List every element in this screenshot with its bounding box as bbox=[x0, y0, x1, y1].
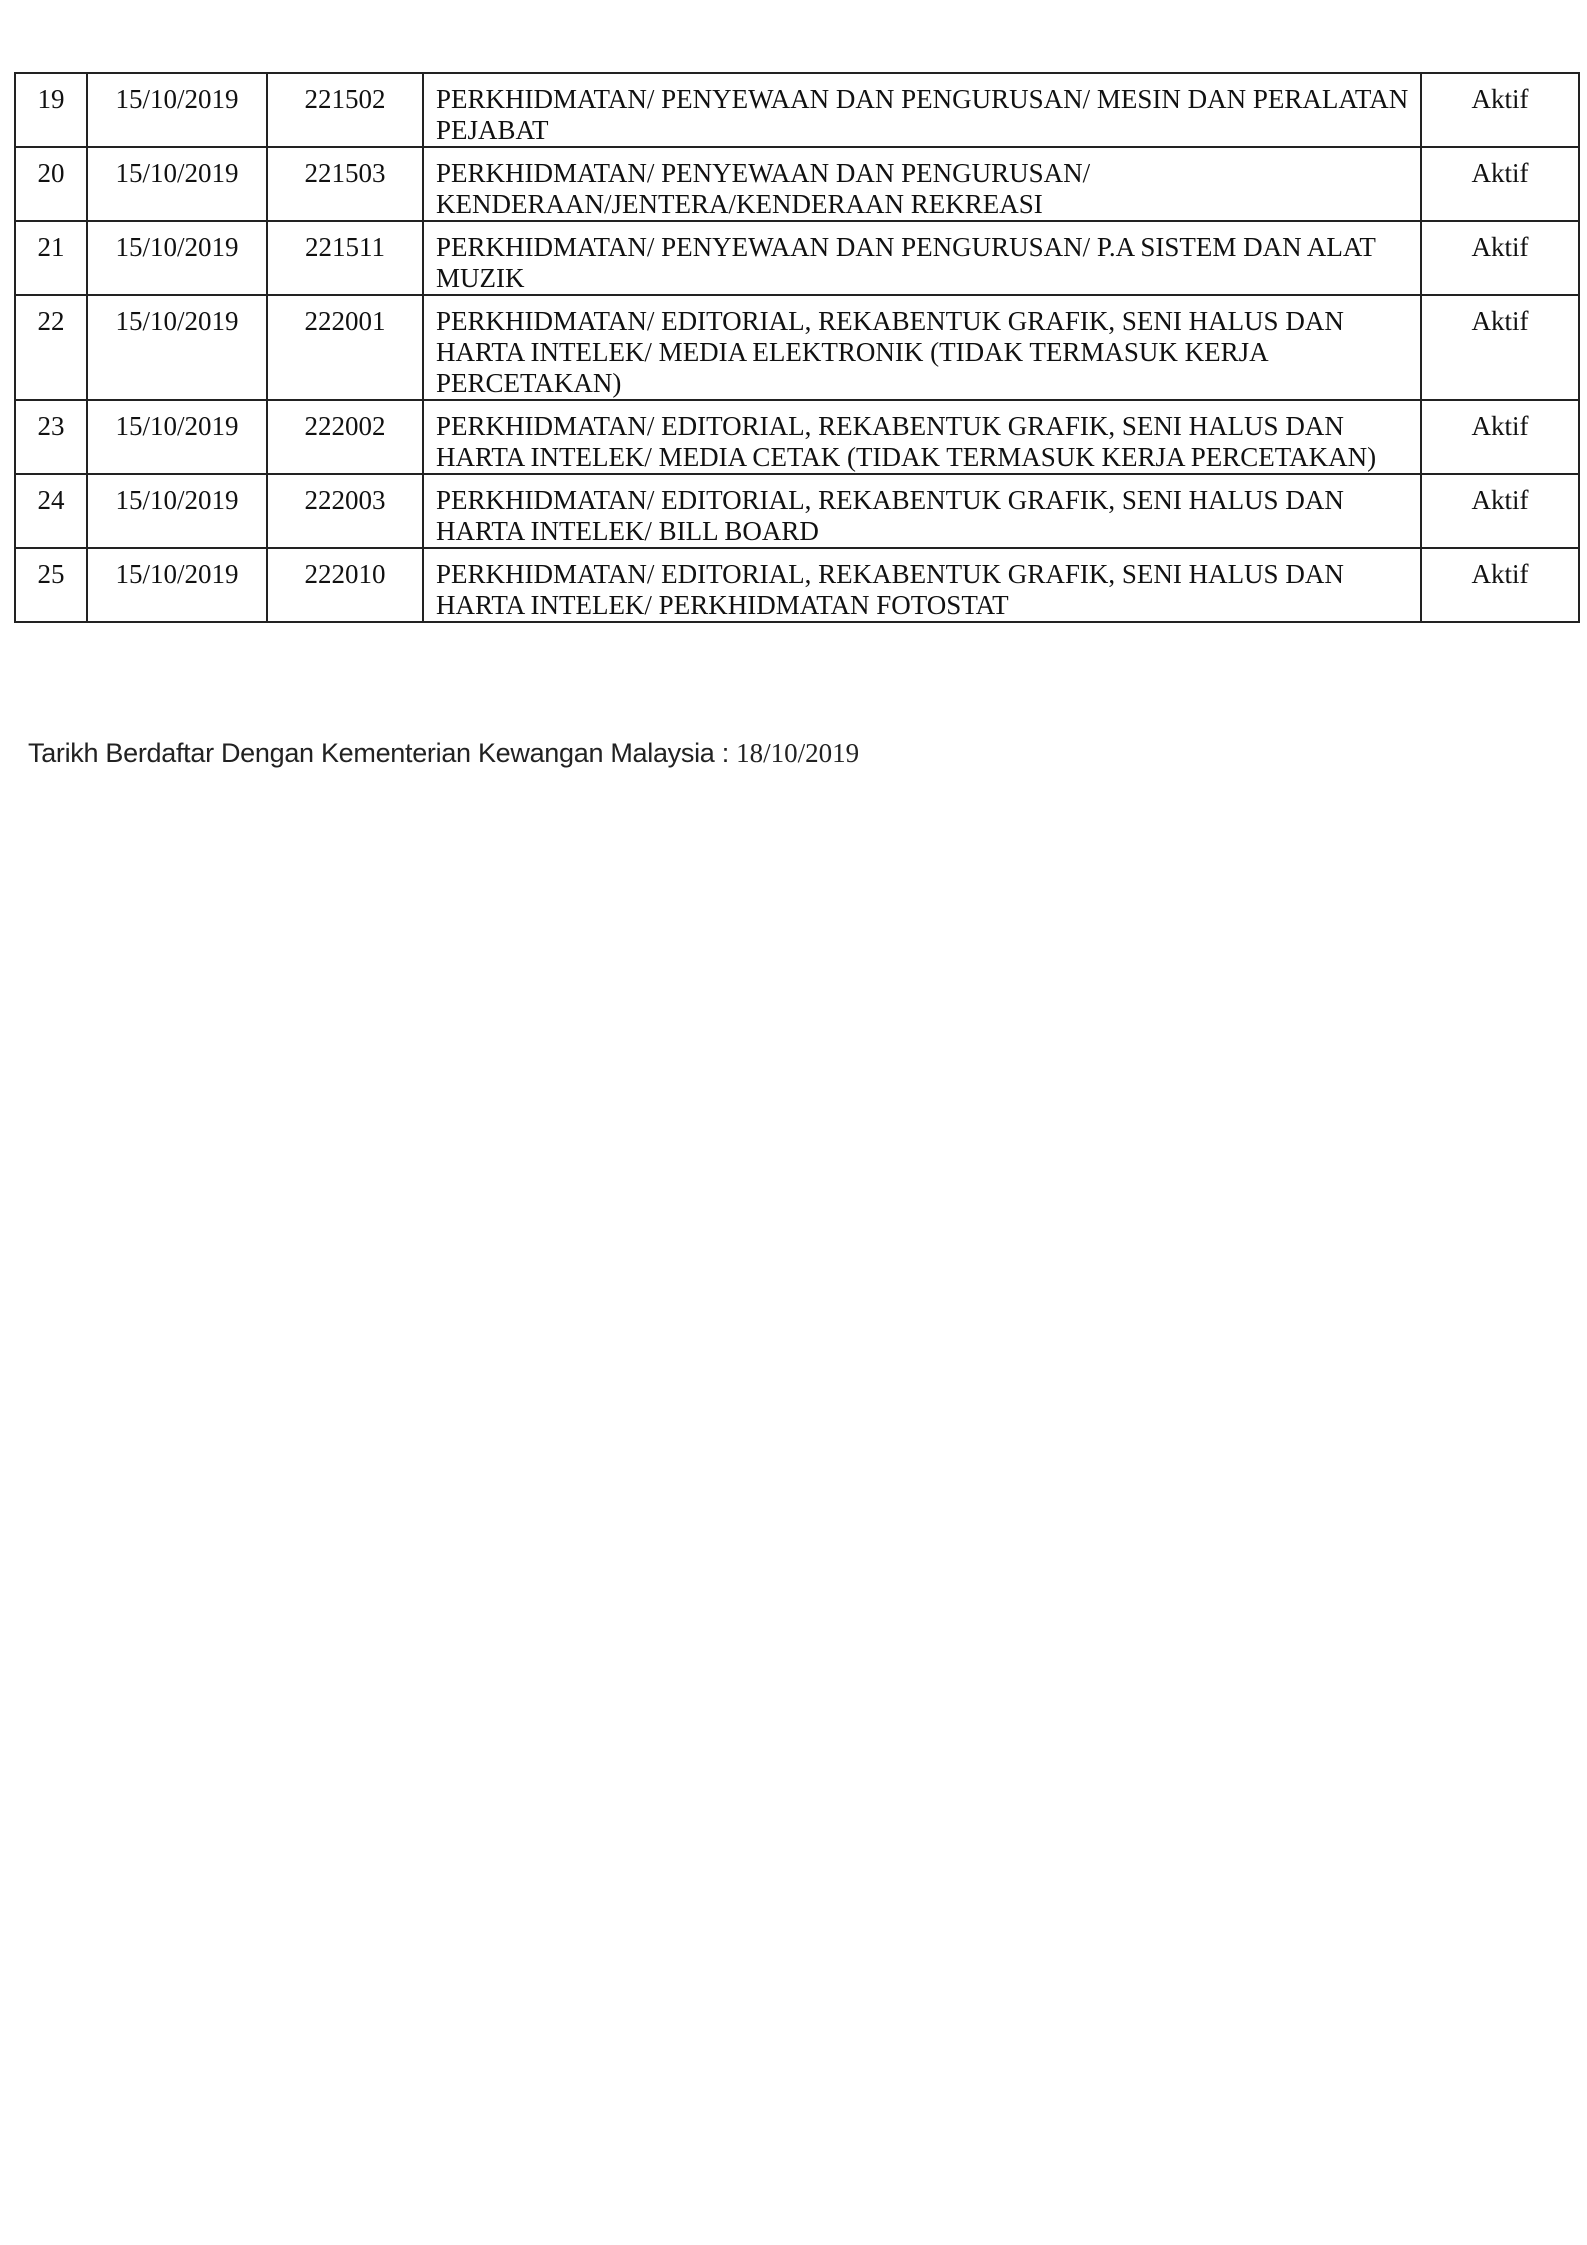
table-row bbox=[15, 548, 1579, 622]
row-status: Aktif bbox=[1421, 73, 1579, 147]
row-code: 222010 bbox=[267, 548, 423, 622]
row-number: 22 bbox=[15, 295, 87, 400]
row-number: 25 bbox=[15, 548, 87, 622]
row-description: PERKHIDMATAN/ PENYEWAAN DAN PENGURUSAN/ KENDERAAN/JENTERA/KENDERAAN REKREASI bbox=[423, 147, 1421, 221]
row-status: Aktif bbox=[1421, 221, 1579, 295]
row-description: PERKHIDMATAN/ PENYEWAAN DAN PENGURUSAN/ P.A SISTEM DAN ALAT MUZIK bbox=[423, 221, 1421, 295]
row-code: 221502 bbox=[267, 73, 423, 147]
table-row bbox=[15, 221, 1579, 295]
row-code: 221503 bbox=[267, 147, 423, 221]
row-code: 222002 bbox=[267, 400, 423, 474]
registration-date-value: 18/10/2019 bbox=[736, 738, 860, 768]
registration-date-line bbox=[28, 738, 859, 769]
registration-date-label: Tarikh Berdaftar Dengan Kementerian Kewangan Malaysia : bbox=[28, 738, 737, 768]
row-date: 15/10/2019 bbox=[87, 548, 267, 622]
row-description: PERKHIDMATAN/ PENYEWAAN DAN PENGURUSAN/ MESIN DAN PERALATAN PEJABAT bbox=[423, 73, 1421, 147]
row-code: 222003 bbox=[267, 474, 423, 548]
row-date: 15/10/2019 bbox=[87, 295, 267, 400]
row-number: 23 bbox=[15, 400, 87, 474]
row-status: Aktif bbox=[1421, 548, 1579, 622]
table-row bbox=[15, 73, 1579, 147]
row-description: PERKHIDMATAN/ EDITORIAL, REKABENTUK GRAFIK, SENI HALUS DAN HARTA INTELEK/ BILL BOARD bbox=[423, 474, 1421, 548]
table-row bbox=[15, 295, 1579, 400]
row-date: 15/10/2019 bbox=[87, 474, 267, 548]
registration-table bbox=[14, 72, 1580, 623]
row-number: 19 bbox=[15, 73, 87, 147]
row-code: 222001 bbox=[267, 295, 423, 400]
row-description: PERKHIDMATAN/ EDITORIAL, REKABENTUK GRAFIK, SENI HALUS DAN HARTA INTELEK/ PERKHIDMATAN FOTOSTAT bbox=[423, 548, 1421, 622]
row-description: PERKHIDMATAN/ EDITORIAL, REKABENTUK GRAFIK, SENI HALUS DAN HARTA INTELEK/ MEDIA CETAK (TIDAK TERMASUK KERJA PERCETAKAN) bbox=[423, 400, 1421, 474]
row-number: 21 bbox=[15, 221, 87, 295]
row-date: 15/10/2019 bbox=[87, 73, 267, 147]
row-status: Aktif bbox=[1421, 474, 1579, 548]
table-row bbox=[15, 400, 1579, 474]
row-description: PERKHIDMATAN/ EDITORIAL, REKABENTUK GRAFIK, SENI HALUS DAN HARTA INTELEK/ MEDIA ELEKTRONIK (TIDAK TERMASUK KERJA PERCETAKAN) bbox=[423, 295, 1421, 400]
row-date: 15/10/2019 bbox=[87, 221, 267, 295]
row-code: 221511 bbox=[267, 221, 423, 295]
row-date: 15/10/2019 bbox=[87, 147, 267, 221]
row-date: 15/10/2019 bbox=[87, 400, 267, 474]
table-row bbox=[15, 147, 1579, 221]
row-number: 24 bbox=[15, 474, 87, 548]
row-status: Aktif bbox=[1421, 400, 1579, 474]
table-row bbox=[15, 474, 1579, 548]
row-status: Aktif bbox=[1421, 295, 1579, 400]
row-status: Aktif bbox=[1421, 147, 1579, 221]
row-number: 20 bbox=[15, 147, 87, 221]
